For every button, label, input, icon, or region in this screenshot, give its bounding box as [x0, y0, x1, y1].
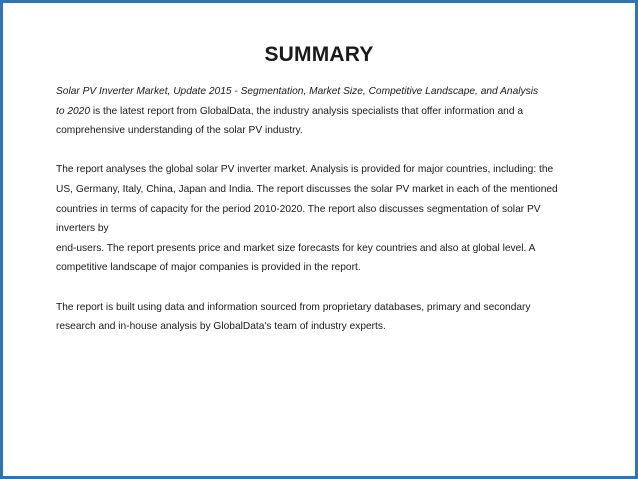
text-line: [56, 200, 586, 220]
line-text: is the latest report from GlobalData, the industry analysis specialists that offer information and a: [90, 105, 523, 117]
text-line: [56, 258, 586, 278]
text-line: [56, 317, 586, 337]
line-text: countries in terms of capacity for the period 2010-2020. The report also discusses segmentation of solar PV: [56, 203, 541, 215]
text-line: [56, 102, 586, 122]
line-text: comprehensive understanding of the solar PV industry.: [56, 125, 303, 137]
text-line: [56, 121, 586, 141]
text-line: [56, 298, 586, 318]
paragraph-sources: [56, 298, 586, 337]
summary-body: [56, 82, 586, 356]
line-text: competitive landscape of major companies is provided in the report.: [56, 262, 361, 274]
line-text: end-users. The report presents price and market size forecasts for key countries and also at global level. A: [56, 242, 536, 254]
text-line: [56, 82, 586, 102]
report-title-text: Solar PV Inverter Market, Update 2015 - Segmentation, Market Size, Competitive Landscape, and Analysis: [56, 86, 539, 97]
line-text: US, Germany, Italy, China, Japan and India. The report discusses the solar PV market in each of the mentioned: [56, 183, 558, 195]
paragraph-intro: [56, 82, 586, 141]
line-text: The report analyses the global solar PV inverter market. Analysis is provided for major countries, including: the: [56, 164, 554, 176]
line-text: research and in-house analysis by GlobalData's team of industry experts.: [56, 321, 386, 333]
text-line: [56, 239, 586, 259]
paragraph-analysis: [56, 160, 586, 278]
report-title-text: to 2020: [56, 105, 90, 117]
line-text: The report is built using data and information sourced from proprietary databases, primary and secondary: [56, 301, 531, 313]
text-line: [56, 219, 586, 239]
line-text: inverters by: [56, 223, 109, 235]
slide-title: SUMMARY: [264, 43, 374, 66]
text-line: [56, 160, 586, 180]
text-line: [56, 180, 586, 200]
